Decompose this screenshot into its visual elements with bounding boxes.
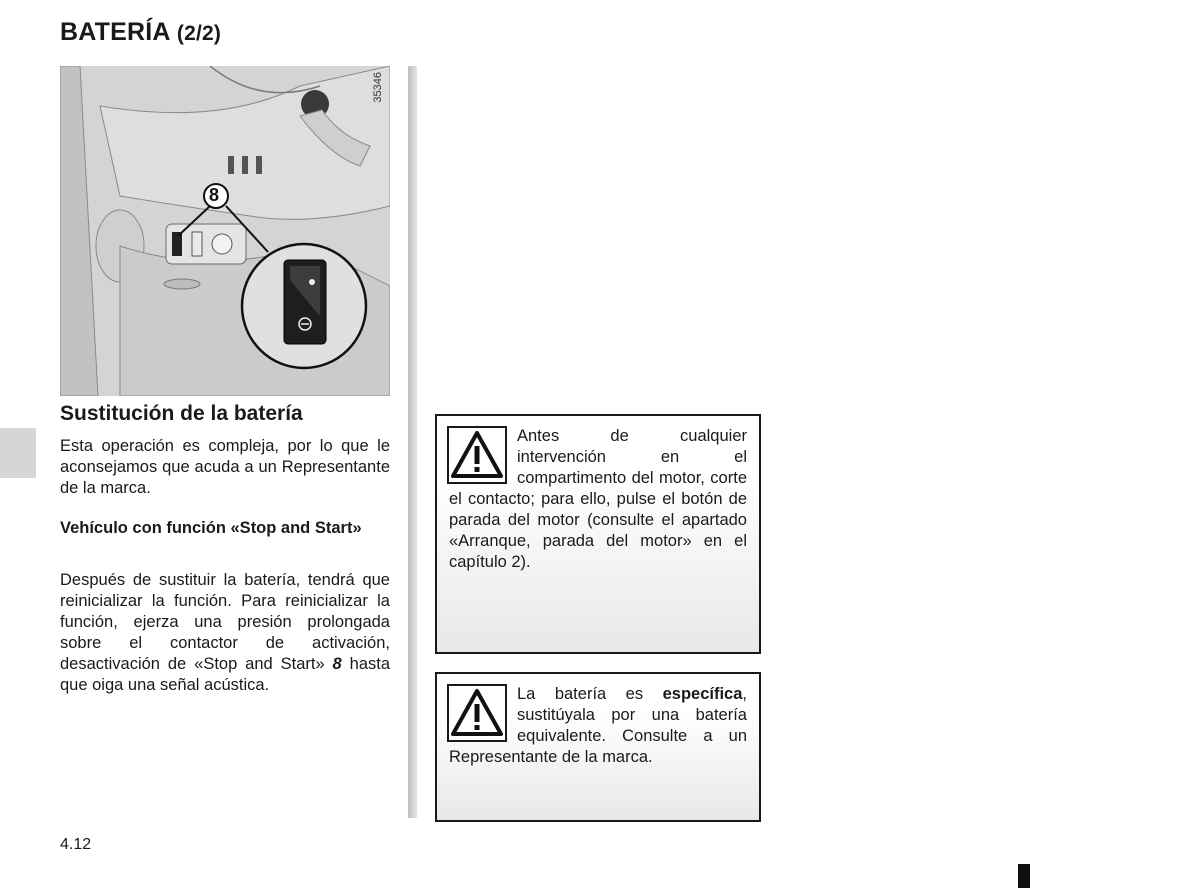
- reference-number: 8: [332, 655, 342, 673]
- battery-text-bold: específica: [662, 685, 743, 703]
- page-title: [60, 18, 221, 47]
- stop-start-paragraph: [60, 570, 390, 696]
- body-text-before: Después de sustituir la batería, tendrá que reinicializar la función. Para reinicializar la función, ejerza una presión prolongada sobre el contactor de activación, desactivación de «Stop and Start»: [60, 571, 390, 673]
- warning-box-battery: [435, 672, 761, 822]
- section-heading: Sustitución de la batería: [60, 402, 303, 425]
- figure-number: 35346: [372, 72, 384, 103]
- warning-text-engine: Antes de cualquier intervención en el compartimento del motor, corte el contacto; para ello, pulse el botón de parada del motor (consulte el apartado «Arranque, parada del motor» en el capítulo 2).: [449, 427, 747, 571]
- page-title-main: BATERÍA: [60, 18, 170, 46]
- intro-paragraph: Esta operación es compleja, por lo que le aconsejamos que acuda a un Representante de la marca.: [60, 437, 390, 497]
- stop-start-subheading: Vehículo con función «Stop and Start»: [60, 519, 362, 537]
- column-divider: [408, 66, 417, 818]
- dashboard-illustration: [60, 66, 390, 396]
- warning-triangle-icon: [447, 684, 507, 742]
- page-number: 4.12: [60, 836, 92, 853]
- page-edge-marker: [1018, 864, 1030, 888]
- warning-triangle-icon: [447, 426, 507, 484]
- battery-text-after: , sustitúyala por una batería equivalente. Consulte a un Representante de la marca.: [449, 685, 747, 766]
- callout-number: 8: [209, 185, 220, 205]
- chapter-tab: [0, 428, 36, 478]
- page-title-part: (2/2): [176, 22, 222, 45]
- body-text-after: hasta que oiga una señal acústica.: [60, 655, 391, 694]
- dashboard-drawing: [60, 66, 390, 396]
- battery-text-before: La batería es: [517, 685, 663, 703]
- warning-box-engine: [435, 414, 761, 654]
